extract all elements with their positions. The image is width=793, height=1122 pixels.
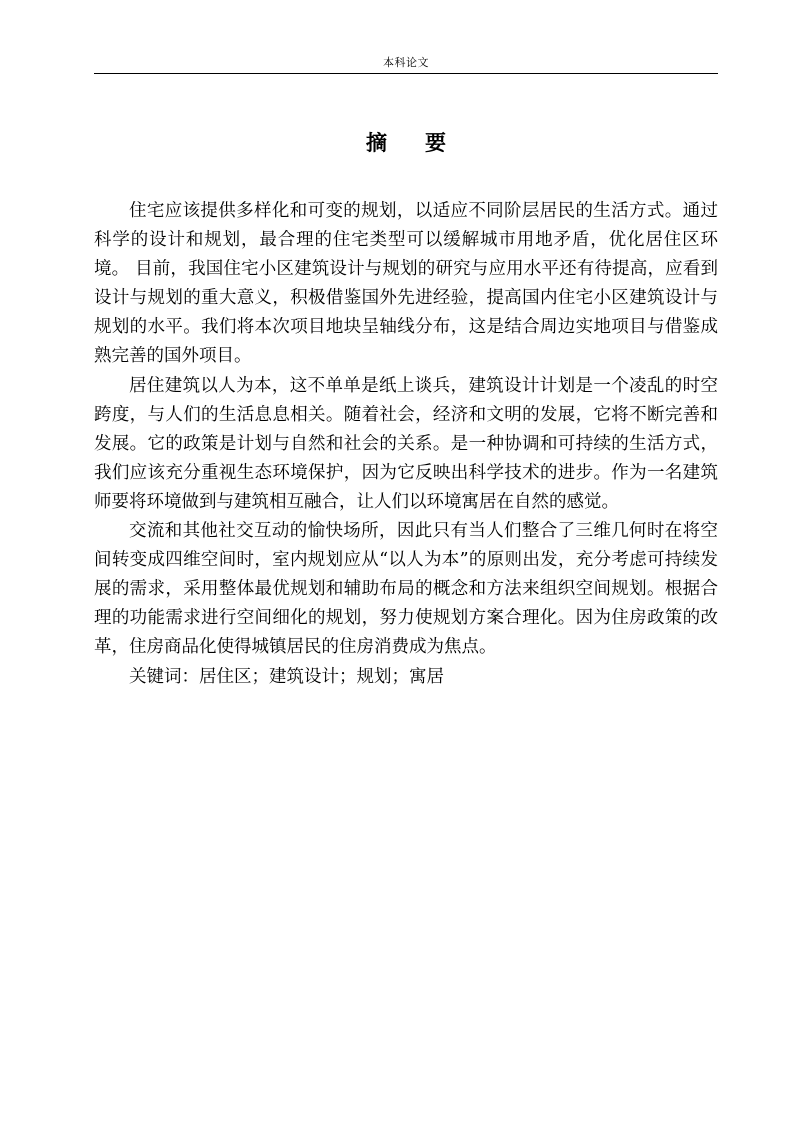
abstract-paragraph-2: 居住建筑以人为本，这不单单是纸上谈兵，建筑设计计划是一个凌乱的时空跨度，与人们的生活息息相关。随着社会，经济和文明的发展，它将不断完善和发展。它的政策是计划与自然和社会的关系。是一种协调和可持续的生活方式，我们应该充分重视生态环境保护，因为它反映出科学技术的进步。作为一名建筑师要将环境做到与建筑相互融合，让人们以环境寓居在自然的感觉。 [94, 375, 718, 512]
abstract-paragraph-3: 交流和其他社交互动的愉快场所，因此只有当人们整合了三维几何时在将空间转变成四维空间时，室内规划应从“以人为本”的原则出发，充分考虑可持续发展的需求，采用整体最优规划和辅助布局的概念和方法来组织空间规划。根据合理的功能需求进行空间细化的规划，努力使规划方案合理化。因为住房政策的改革，住房商品化使得城镇居民的住房消费成为焦点。 [94, 521, 718, 658]
abstract-body [94, 197, 718, 692]
abstract-title: 摘要 [366, 130, 484, 155]
abstract-paragraph-1: 住宅应该提供多样化和可变的规划，以适应不同阶层居民的生活方式。通过科学的设计和规划，最合理的住宅类型可以缓解城市用地矛盾，优化居住区环境。 目前，我国住宅小区建筑设计与规划的研究与应用水平还有待提高，应看到设计与规划的重大意义，积极借鉴国外先进经验，提高国内住宅小区建筑设计与规划的水平。我们将本次项目地块呈轴线分布，这是结合周边实地项目与借鉴成熟完善的国外项目。 [94, 201, 718, 367]
running-header: 本科论文 [383, 56, 429, 69]
keywords-line: 关键词：居住区；建筑设计；规划；寓居 [129, 666, 444, 687]
header-rule [94, 73, 718, 74]
